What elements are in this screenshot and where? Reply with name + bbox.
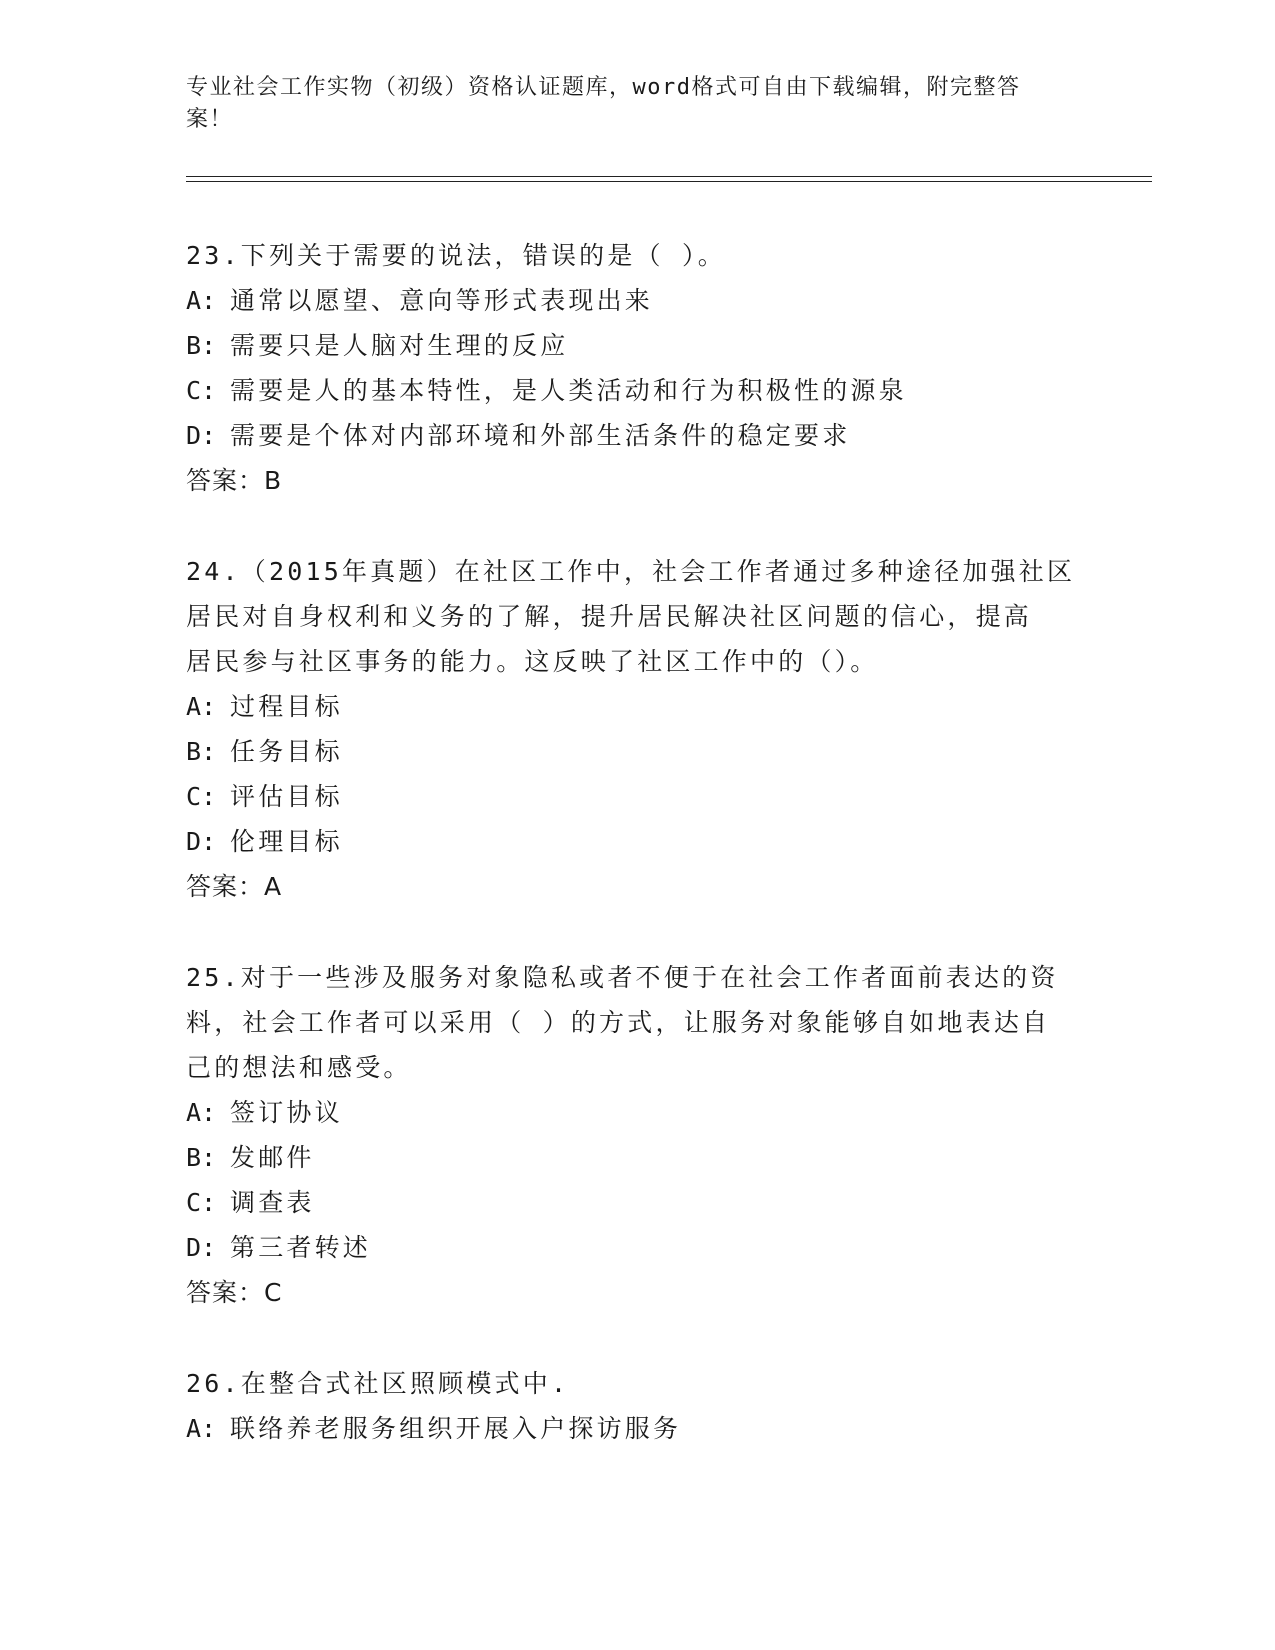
- option-key: C:: [186, 1188, 217, 1217]
- question-stem: [186, 233, 1086, 278]
- header-divider-bottom: [186, 181, 1152, 182]
- question-list: [186, 233, 1086, 1497]
- option-key: B:: [186, 737, 217, 766]
- option-a: [186, 1406, 1086, 1451]
- option-text: 过程目标: [230, 692, 343, 721]
- answer: 答案：A: [186, 872, 283, 901]
- option-key: A:: [186, 286, 217, 315]
- option-text: 需要是个体对内部环境和外部生活条件的稳定要求: [230, 421, 851, 450]
- option-text: 发邮件: [230, 1143, 315, 1172]
- option-text: 联络养老服务组织开展入户探访服务: [230, 1414, 682, 1443]
- option-text: 任务目标: [230, 737, 343, 766]
- question-stem: [186, 955, 1086, 1090]
- question-stem: [186, 549, 1086, 684]
- option-text: 评估目标: [230, 782, 343, 811]
- stem-line: 料，社会工作者可以采用（ ）的方式，让服务对象能够自如地表达自: [186, 1008, 1051, 1037]
- option-d: [186, 413, 1086, 458]
- option-key: D:: [186, 827, 217, 856]
- stem-line: 23.下列关于需要的说法，错误的是（ ）。: [186, 241, 726, 270]
- option-d: [186, 819, 1086, 864]
- option-a: [186, 684, 1086, 729]
- option-c: [186, 774, 1086, 819]
- option-text: 通常以愿望、意向等形式表现出来: [230, 286, 654, 315]
- option-b: [186, 1135, 1086, 1180]
- stem-line: 24.（2015年真题）在社区工作中，社会工作者通过多种途径加强社区: [186, 557, 1076, 586]
- question-stem: [186, 1361, 1086, 1406]
- option-key: D:: [186, 1233, 217, 1262]
- option-text: 签订协议: [230, 1098, 343, 1127]
- option-key: A:: [186, 692, 217, 721]
- option-text: 需要是人的基本特性，是人类活动和行为积极性的源泉: [230, 376, 907, 405]
- answer: 答案：C: [186, 1278, 283, 1307]
- option-c: [186, 368, 1086, 413]
- stem-line: 己的想法和感受。: [186, 1053, 412, 1082]
- option-b: [186, 323, 1086, 368]
- option-d: [186, 1225, 1086, 1270]
- document-header: 专业社会工作实物（初级）资格认证题库，word格式可自由下载编辑，附完整答案！: [186, 75, 1021, 132]
- option-key: C:: [186, 782, 217, 811]
- option-key: A:: [186, 1414, 217, 1443]
- option-text: 调查表: [230, 1188, 315, 1217]
- option-a: [186, 278, 1086, 323]
- question-26: [186, 1361, 1086, 1451]
- option-key: B:: [186, 331, 217, 360]
- option-key: D:: [186, 421, 217, 450]
- option-text: 第三者转述: [230, 1233, 372, 1262]
- option-c: [186, 1180, 1086, 1225]
- stem-line: 居民参与社区事务的能力。这反映了社区工作中的（）。: [186, 647, 879, 676]
- option-key: A:: [186, 1098, 217, 1127]
- option-text: 需要只是人脑对生理的反应: [230, 331, 569, 360]
- option-b: [186, 729, 1086, 774]
- question-24: [186, 549, 1086, 909]
- option-key: C:: [186, 376, 217, 405]
- stem-line: 居民对自身权利和义务的了解，提升居民解决社区问题的信心，提高: [186, 602, 1033, 631]
- header-divider-top: [186, 176, 1152, 177]
- stem-line: 25.对于一些涉及服务对象隐私或者不便于在社会工作者面前表达的资: [186, 963, 1059, 992]
- option-a: [186, 1090, 1086, 1135]
- option-text: 伦理目标: [230, 827, 343, 856]
- question-25: [186, 955, 1086, 1315]
- answer: 答案：B: [186, 466, 283, 495]
- option-key: B:: [186, 1143, 217, 1172]
- stem-line: 26.在整合式社区照顾模式中.: [186, 1369, 570, 1398]
- question-23: [186, 233, 1086, 503]
